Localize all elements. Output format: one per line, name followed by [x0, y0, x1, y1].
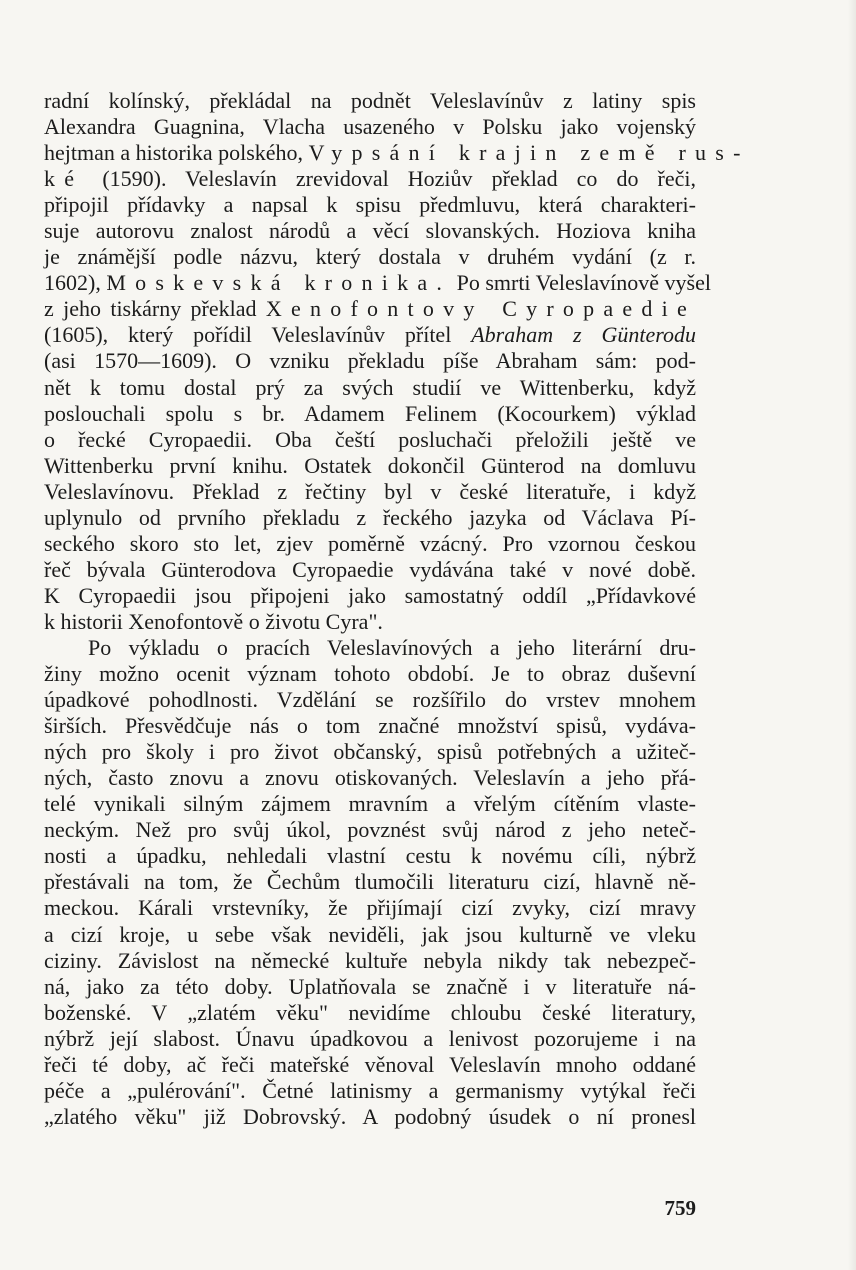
text-line: připojil přídavky a napsal k spisu předmluvu, která charakteri-	[44, 192, 696, 218]
book-page-text	[44, 88, 750, 1130]
text-line: ných pro školy i pro život občanský, spisů potřebných a užiteč-	[44, 739, 696, 765]
text-line: širších. Přesvědčuje nás o tom značné množství spisů, vydáva-	[44, 713, 696, 739]
spaced-title-text: ké	[44, 166, 84, 192]
text-segment: z jeho tiskárny překlad	[44, 296, 257, 322]
text-line: neckým. Než pro svůj úkol, povznést svůj národ z jeho neteč-	[44, 817, 696, 843]
text-line: uplynulo od prvního překladu z řeckého jazyka od Václava Pí-	[44, 504, 696, 530]
text-line: poslouchali spolu s br. Adamem Felinem (Kocourkem) výklad	[44, 400, 696, 426]
text-line	[44, 296, 696, 322]
text-segment: (1605), který pořídil Veleslavínův přítel	[44, 322, 452, 348]
text-line: meckou. Kárali vrstevníky, že přijímají cizí zvyky, cizí mravy	[44, 895, 696, 921]
text-line: K Cyropaedii jsou připojeni jako samostatný oddíl „Přídavkové	[44, 582, 696, 608]
text-line	[44, 270, 711, 296]
text-line: radní kolínský, překládal na podnět Veleslavínův z latiny spis	[44, 88, 696, 113]
text-line: úpadkové pohodlnosti. Vzdělání se rozšířilo do vrstev mnohem	[44, 687, 696, 713]
text-segment: 1602),	[44, 270, 101, 296]
text-line: ciziny. Závislost na německé kultuře nebyla nikdy tak nebezpeč-	[44, 947, 696, 973]
text-line: je známější podle názvu, který dostala v druhém vydání (z r.	[44, 244, 696, 270]
text-line	[44, 166, 696, 192]
text-line: Alexandra Guagnina, Vlacha usazeného v Polsku jako vojenský	[44, 114, 696, 140]
text-line: „zlatého věku" již Dobrovský. A podobný úsudek o ní pronesl	[44, 1103, 696, 1129]
text-line: Veleslavínovu. Překlad z řečtiny byl v české literatuře, i když	[44, 478, 696, 504]
text-line: telé vynikali silným zájmem mravním a vřelým cítěním vlaste-	[44, 791, 696, 817]
text-line: Wittenberku první knihu. Ostatek dokončil Günterod na domluvu	[44, 452, 696, 478]
italic-name-text: Abraham z Günterodu	[471, 322, 696, 348]
spaced-title-text: Moskevská kronika.	[106, 270, 452, 296]
text-segment: Po smrti Veleslavínově vyšel	[456, 270, 711, 296]
text-line: boženské. V „zlatém věku" nevidíme chloubu české literatury,	[44, 999, 696, 1025]
paragraph-2	[44, 635, 696, 1130]
text-line	[44, 140, 750, 166]
text-line: Po výkladu o pracích Veleslavínových a jeho literární dru-	[88, 634, 696, 660]
text-line: k historii Xenofontově o životu Cyra".	[44, 608, 383, 634]
text-line: suje autorovu znalost národů a věcí slovanských. Hoziova kniha	[44, 218, 696, 244]
text-line: ná, jako za této doby. Uplatňovala se značně i v literatuře ná-	[44, 973, 696, 999]
text-line: přestávali na tom, že Čechům tlumočili literaturu cizí, hlavně ně-	[44, 869, 696, 895]
text-line: a cizí kroje, u sebe však neviděli, jak jsou kulturně ve vleku	[44, 921, 696, 947]
text-line: ných, často znovu a znovu otiskovaných. Veleslavín a jeho přá-	[44, 765, 696, 791]
page-number: 759	[664, 1196, 696, 1220]
text-line: nýbrž její slabost. Únavu úpadkovou a lenivost pozorujeme i na	[44, 1025, 696, 1051]
text-line: řeč bývala Günterodova Cyropaedie vydávána také v nové době.	[44, 556, 696, 582]
text-segment: (1590). Veleslavín zrevidoval Hoziův překlad co do řeči,	[102, 166, 696, 192]
text-line: nosti a úpadku, nehledali vlastní cestu k novému cíli, nýbrž	[44, 843, 696, 869]
text-segment: hejtman a historika polského,	[44, 140, 304, 166]
text-line: žiny možno ocenit význam tohoto období. Je to obraz duševní	[44, 661, 696, 687]
text-line: péče a „pulérování". Četné latinismy a germanismy vytýkal řeči	[44, 1077, 696, 1103]
text-line: nět k tomu dostal prý za svých studií ve Wittenberku, když	[44, 374, 696, 400]
scan-edge-shadow	[848, 0, 856, 1270]
paragraph-1	[44, 88, 750, 635]
spaced-title-text: Xenofontovy Cyropaedie	[265, 296, 696, 322]
text-line: o řecké Cyropaedii. Oba čeští posluchači přeložili ještě ve	[44, 426, 696, 452]
spaced-title-text: Vypsání krajin země rus-	[308, 140, 750, 166]
text-line	[44, 322, 696, 348]
text-line: seckého skoro sto let, zjev poměrně vzácný. Pro vzornou českou	[44, 530, 696, 556]
text-line: řeči té doby, ač řeči mateřské věnoval Veleslavín mnoho oddané	[44, 1051, 696, 1077]
text-line: (asi 1570—1609). O vzniku překladu píše Abraham sám: pod-	[44, 348, 696, 374]
